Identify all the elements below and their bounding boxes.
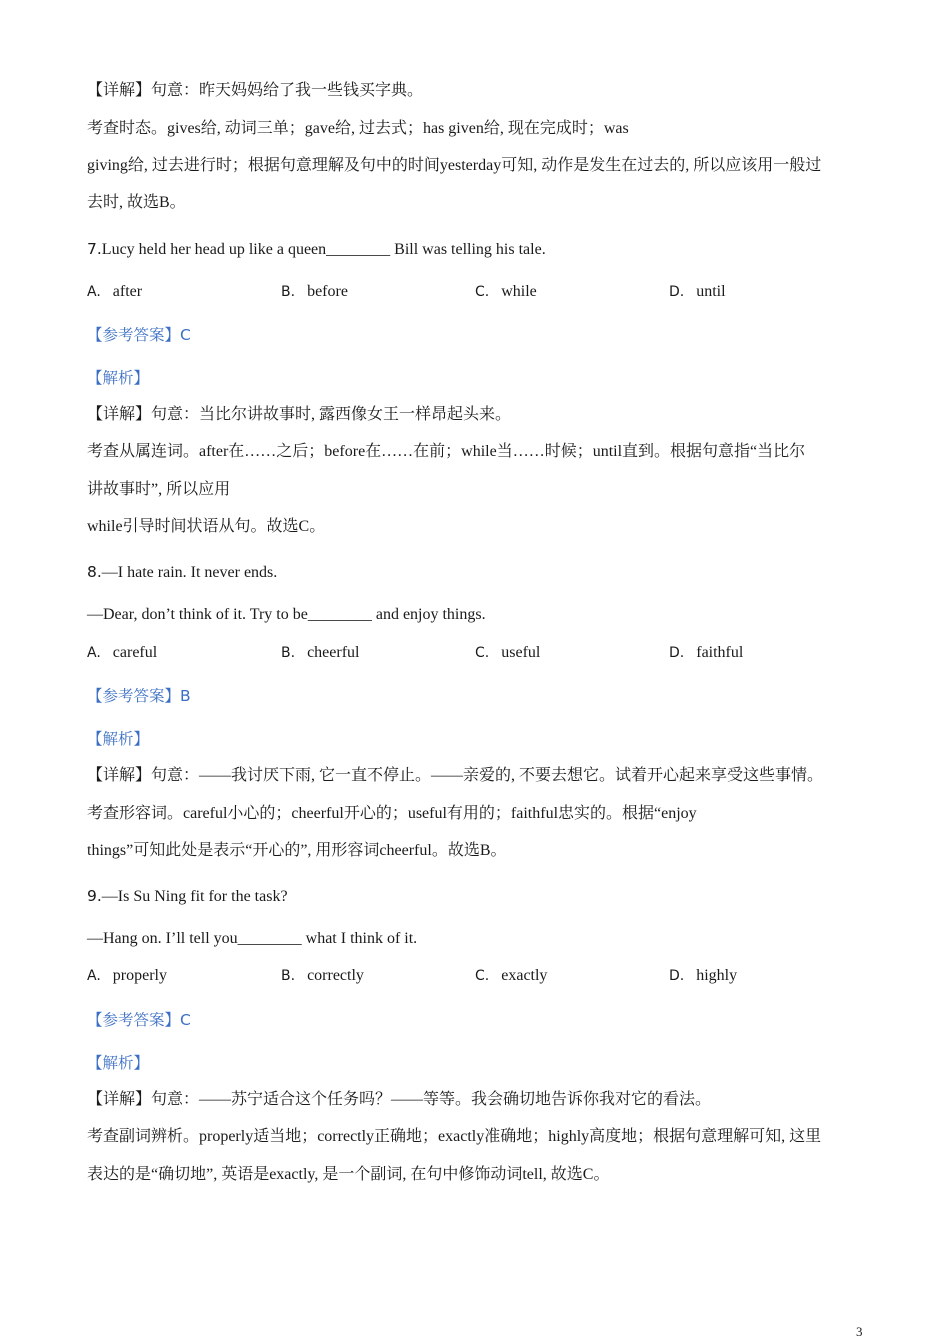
analysis-label: 【解析】 [87,730,150,748]
explanation-line: 讲故事时”, 所以应用 [87,481,231,498]
explanation-line: 【详解】句意：——苏宁适合这个任务吗？——等等。我会确切地告诉你我对它的看法。 [87,1091,712,1108]
option-c: C. exactly [475,967,548,984]
explanation-line: 表达的是“确切地”, 英语是exactly, 是一个副词, 在句中修饰动词tell, 故选C。 [87,1166,610,1183]
explanation-line: giving给, 过去进行时；根据句意理解及句中的时间yesterday可知, 动作是发生在过去的, 所以应该用一般过 [87,157,822,174]
option-a: A. properly [87,967,167,984]
question-text: —Dear, don’t think of it. Try to be________ and enjoy things. [87,606,486,623]
question-text: —I hate rain. It never ends. [101,564,278,581]
option-d: D. highly [669,967,738,984]
question-number: 9. [87,887,102,905]
explanation-line: 考查副词辨析。properly适当地；correctly正确地；exactly准确地；highly高度地；根据句意理解可知, 这里 [87,1128,822,1145]
answer-label: 【参考答案】C [87,1011,191,1029]
question-number: 7. [87,240,102,258]
explanation-line: 考查时态。gives给, 动词三单；gave给, 过去式；has given给, 现在完成时；was [87,120,629,137]
analysis-label: 【解析】 [87,369,150,387]
option-a: A. careful [87,644,158,661]
question-8-stem [87,562,277,583]
explanation-line: things”可知此处是表示“开心的”, 用形容词cheerful。故选B。 [87,842,507,859]
analysis-label: 【解析】 [87,1054,150,1072]
option-c: C. useful [475,644,541,661]
explanation-line: 考查形容词。careful小心的；cheerful开心的；useful有用的；faithful忠实的。根据“enjoy [87,805,697,822]
option-b: B. cheerful [281,644,360,661]
question-7-stem [87,239,546,260]
option-b: B. before [281,283,348,300]
answer-label: 【参考答案】B [87,687,191,705]
question-text: Lucy held her head up like a queen________ Bill was telling his tale. [101,241,546,258]
question-text: —Is Su Ning fit for the task? [101,888,288,905]
explanation-line: 【详解】句意：——我讨厌下雨, 它一直不停止。——亲爱的, 不要去想它。试着开心起来享受这些事情。 [87,767,824,784]
answer-label: 【参考答案】C [87,326,191,344]
option-d: D. faithful [669,644,744,661]
option-c: C. while [475,283,537,300]
explanation-line: 去时, 故选B。 [87,194,186,211]
option-b: B. correctly [281,967,364,984]
explanation-line: while引导时间状语从句。故选C。 [87,518,326,535]
page-number: 3 [856,1324,863,1339]
question-9-stem [87,886,288,907]
explanation-line: 【详解】句意：昨天妈妈给了我一些钱买字典。 [87,82,424,99]
option-a: A. after [87,283,143,300]
explanation-line: 考查从属连词。after在……之后；before在……在前；while当……时候；until直到。根据句意指“当比尔 [87,443,806,460]
question-number: 8. [87,563,102,581]
option-d: D. until [669,283,726,300]
explanation-line: 【详解】句意：当比尔讲故事时, 露西像女王一样昂起头来。 [87,406,512,423]
question-text: —Hang on. I’ll tell you________ what I think of it. [87,930,418,947]
